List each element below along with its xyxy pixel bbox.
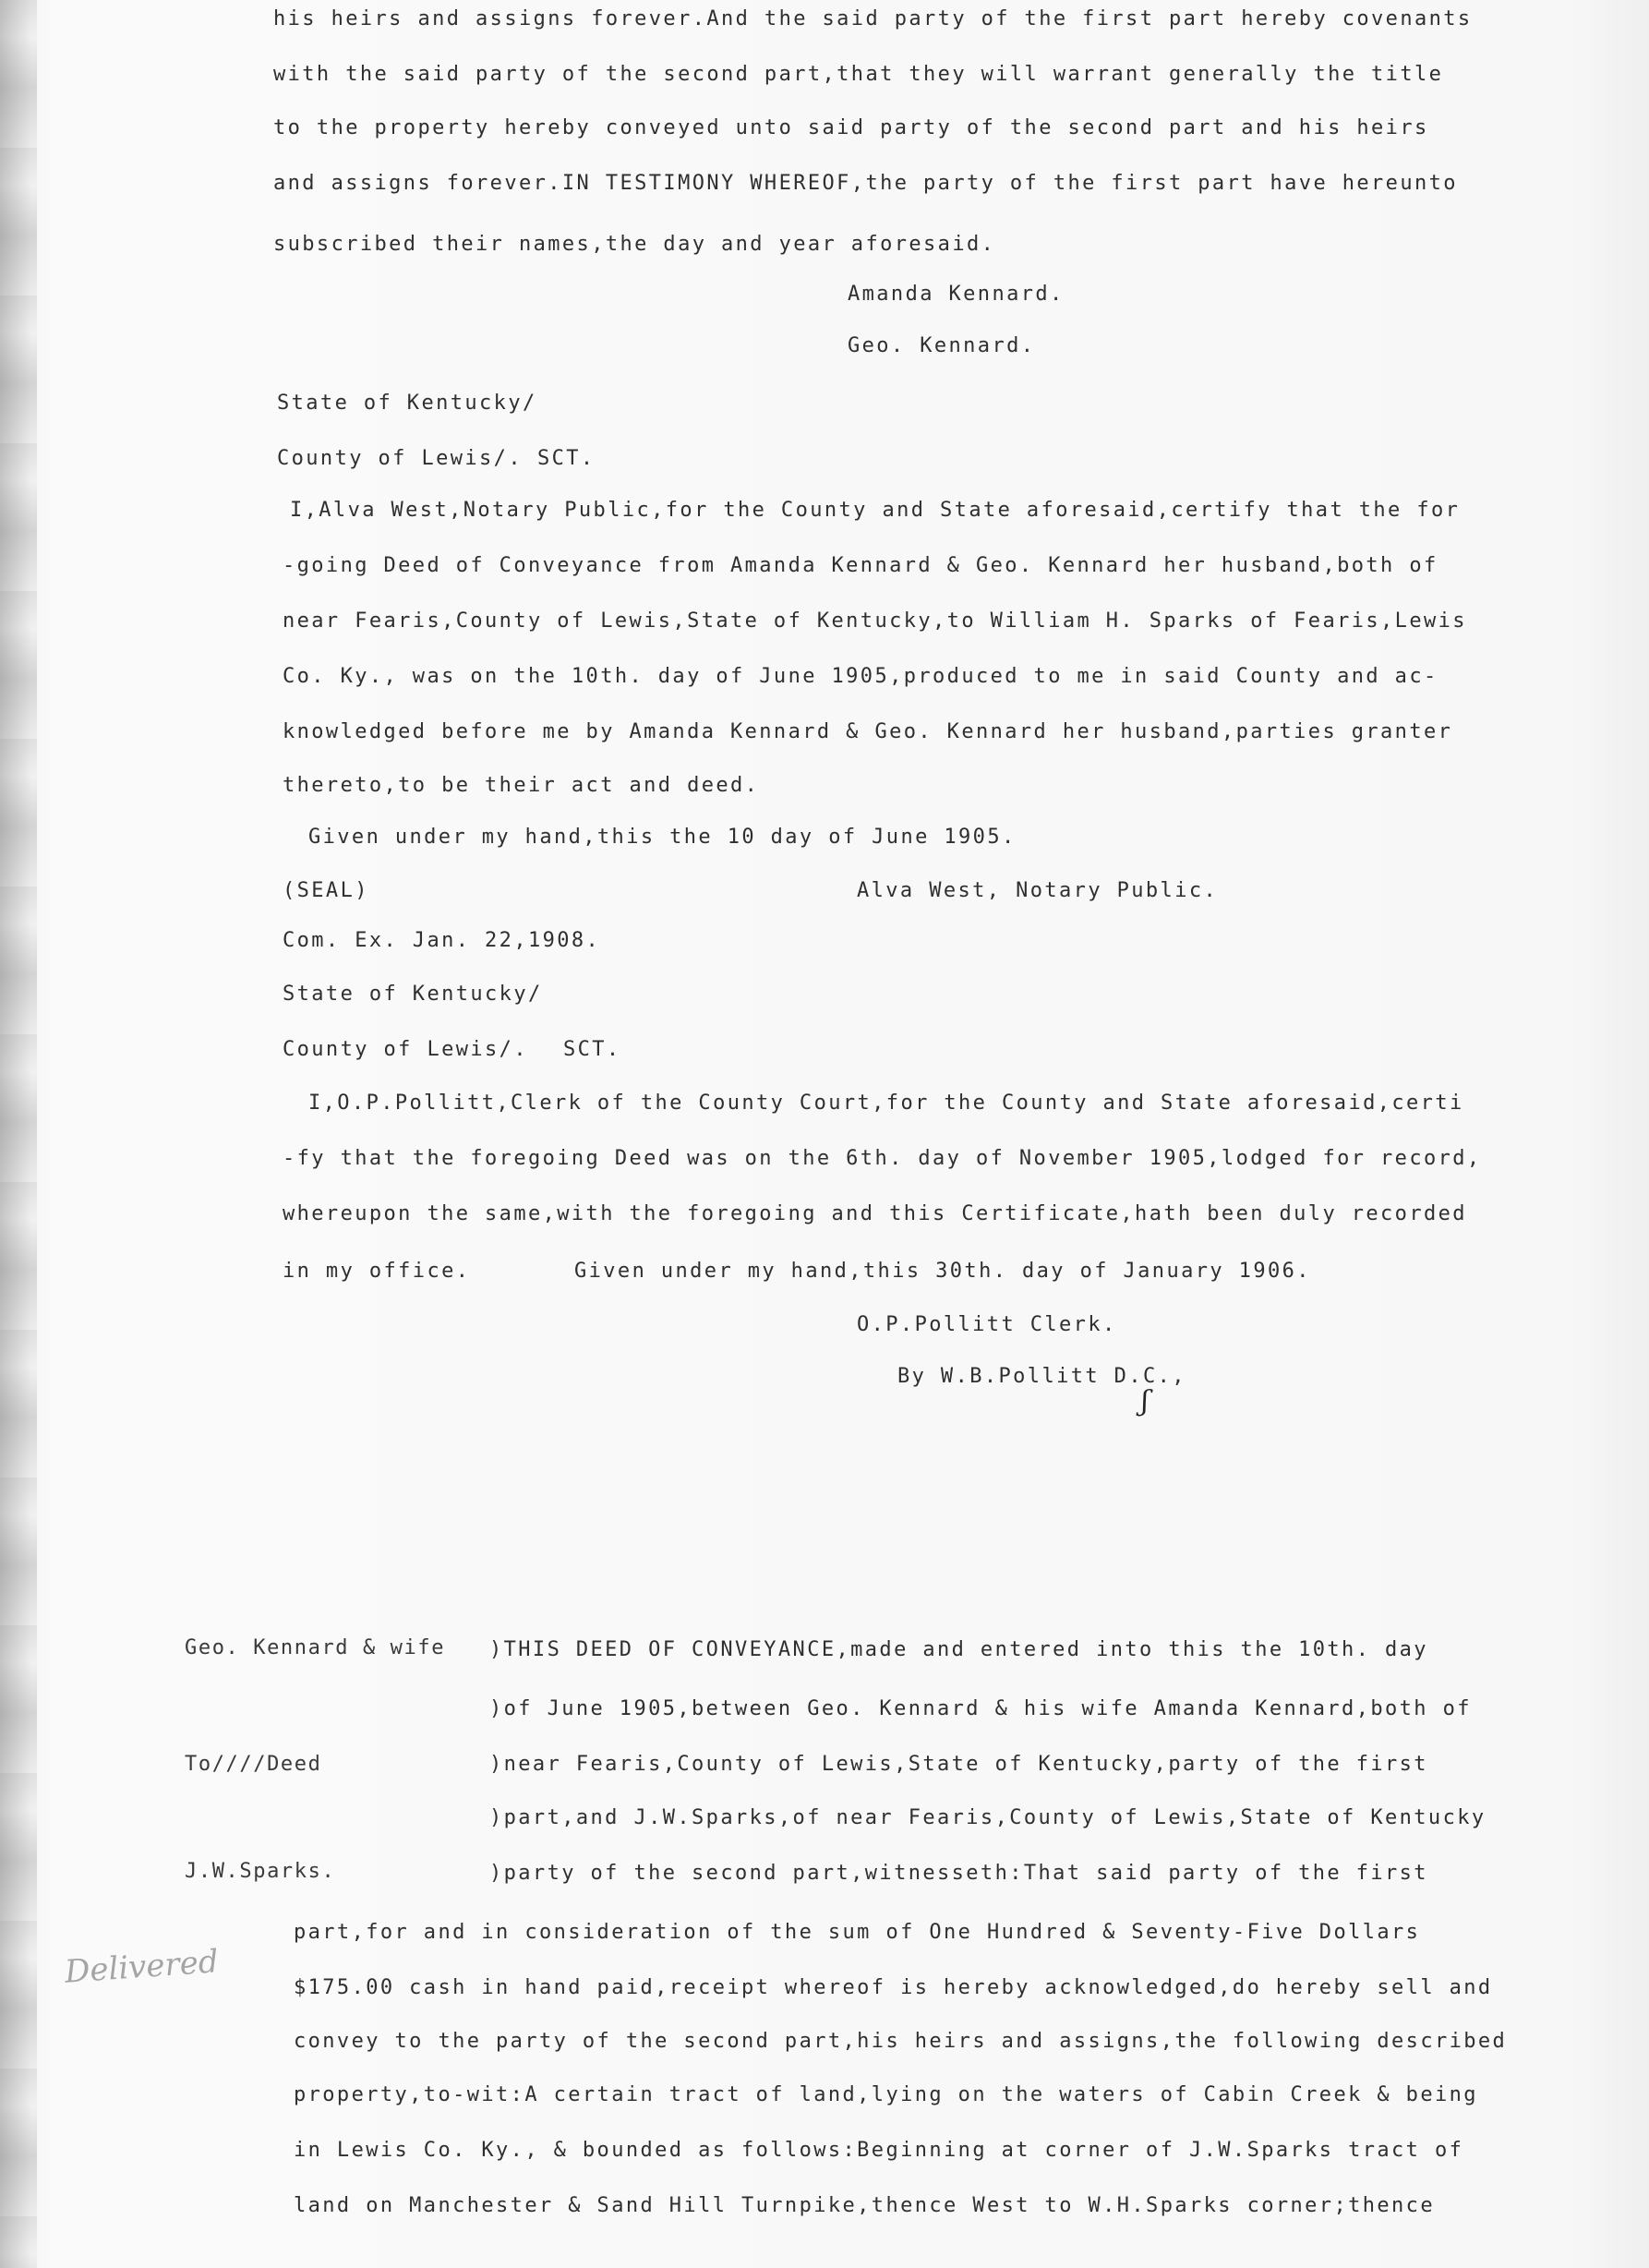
notary-body-line: I,Alva West,Notary Public,for the County and State aforesaid,certify that the for	[290, 499, 1461, 522]
clerk-body-line: Given under my hand,this 30th. day of January 1906.	[574, 1260, 1311, 1283]
notary-commission: Com. Ex. Jan. 22,1908.	[283, 929, 601, 952]
clerk-body-line: I,O.P.Pollitt,Clerk of the County Court,for the County and State aforesaid,certi	[308, 1092, 1464, 1115]
deed-body-line: convey to the party of the second part,his heirs and assigns,the following described	[294, 2030, 1508, 2053]
deed-body-line: property,to-wit:A certain tract of land,lying on the waters of Cabin Creek & being	[294, 2083, 1478, 2106]
clerk-county: County of Lewis/.	[283, 1038, 528, 1061]
notary-body-line: -going Deed of Conveyance from Amanda Kennard & Geo. Kennard her husband,both of	[283, 554, 1438, 577]
notary-seal: (SEAL)	[283, 879, 369, 902]
deed-text-line: his heirs and assigns forever.And the said party of the first part hereby covenants	[273, 7, 1473, 30]
deed-body-line: $175.00 cash in hand paid,receipt whereof is hereby acknowledged,do hereby sell and	[294, 1976, 1493, 1999]
notary-body-line: knowledged before me by Amanda Kennard & Geo. Kennard her husband,parties granter	[283, 720, 1453, 743]
deed-text-line: to the property hereby conveyed unto said party of the second part and his heirs	[273, 116, 1429, 139]
notary-body-line: near Fearis,County of Lewis,State of Kentucky,to William H. Sparks of Fearis,Lewis	[283, 609, 1467, 633]
clerk-county-sct: SCT.	[563, 1038, 621, 1061]
clerk-body-line: -fy that the foregoing Deed was on the 6th. day of November 1905,lodged for record,	[283, 1147, 1482, 1170]
deed-bracket-line: )party of the second part,witnesseth:That said party of the first	[489, 1862, 1428, 1885]
margin-grantor: Geo. Kennard & wife	[185, 1636, 446, 1659]
notary-body-line: thereto,to be their act and deed.	[283, 774, 760, 797]
deed-bracket-line: )near Fearis,County of Lewis,State of Kentucky,party of the first	[489, 1753, 1428, 1776]
notary-county: County of Lewis/.	[277, 447, 523, 470]
clerk-signer: O.P.Pollitt Clerk.	[857, 1313, 1117, 1336]
deed-text-line: and assigns forever.IN TESTIMONY WHEREOF,the party of the first part have hereunto	[273, 172, 1458, 195]
margin-deed-type: To////Deed	[185, 1753, 322, 1776]
notary-signer: Alva West, Notary Public.	[857, 879, 1219, 902]
bleed-through-block	[997, 9, 1551, 305]
margin-handwritten-note: Delivered	[63, 1943, 220, 1991]
deed-body-line: part,for and in consideration of the sum of One Hundred & Seventy-Five Dollars	[294, 1921, 1421, 1944]
notary-body-line: Given under my hand,this the 10 day of June 1905.	[308, 826, 1017, 849]
signature-amanda: Amanda Kennard.	[848, 283, 1065, 306]
deed-body-line: in Lewis Co. Ky., & bounded as follows:Beginning at corner of J.W.Sparks tract of	[294, 2139, 1464, 2162]
handwritten-mark: ʃ	[1141, 1385, 1149, 1418]
deed-body-line: land on Manchester & Sand Hill Turnpike,thence West to W.H.Sparks corner;thence	[294, 2194, 1435, 2217]
notary-county-sct: SCT.	[537, 447, 596, 470]
signature-geo: Geo. Kennard.	[848, 334, 1036, 357]
clerk-state: State of Kentucky/	[283, 983, 543, 1006]
notary-state: State of Kentucky/	[277, 392, 537, 415]
deed-text-line: subscribed their names,the day and year aforesaid.	[273, 233, 996, 256]
deed-bracket-line: )THIS DEED OF CONVEYANCE,made and entered into this the 10th. day	[489, 1638, 1428, 1661]
notary-body-line: Co. Ky., was on the 10th. day of June 1905,produced to me in said County and ac-	[283, 665, 1438, 688]
deed-bracket-line: )of June 1905,between Geo. Kennard & his wife Amanda Kennard,both of	[489, 1697, 1472, 1720]
deed-bracket-line: )part,and J.W.Sparks,of near Fearis,County of Lewis,State of Kentucky	[489, 1806, 1487, 1829]
clerk-deputy: By W.B.Pollitt D.C.,	[897, 1365, 1186, 1388]
clerk-body-line: whereupon the same,with the foregoing and this Certificate,hath been duly recorded	[283, 1202, 1467, 1225]
scanned-page-edge	[0, 0, 37, 2268]
deed-text-line: with the said party of the second part,that they will warrant generally the title	[273, 63, 1444, 86]
margin-grantee: J.W.Sparks.	[185, 1860, 336, 1883]
clerk-body-line: in my office.	[283, 1260, 471, 1283]
